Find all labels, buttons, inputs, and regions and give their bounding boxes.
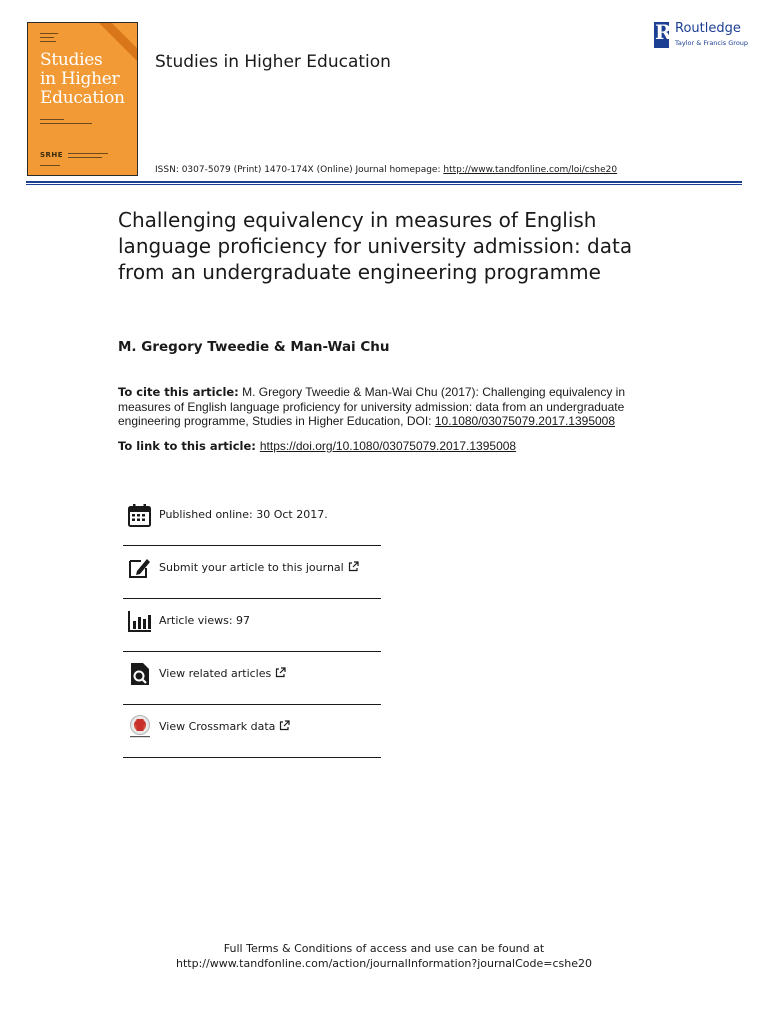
link-label: To link to this article: [118,439,256,453]
doi-link[interactable]: 10.1080/03075079.2017.1395008 [434,414,616,428]
article-views-label: Article views: 97 [159,614,251,627]
article-views-row [123,599,381,652]
calendar-icon [127,502,153,528]
cover-decoration [40,33,58,34]
external-link-icon [275,667,286,678]
cite-label: To cite this article: [118,385,239,399]
cover-title-line: Education [40,88,125,108]
publisher-name: Routledge [675,21,741,36]
submit-article-row[interactable] [123,546,381,599]
journal-cover-image [27,22,138,176]
crossmark-row[interactable] [123,705,381,758]
crossmark-link[interactable] [159,720,290,733]
edit-icon [127,555,153,581]
cover-title-line: Studies [40,50,103,70]
terms-footer [0,941,768,971]
article-actions-list [123,493,381,758]
published-online-label: Published online: 30 Oct 2017. [159,508,328,521]
crossmark-icon [127,714,153,740]
cover-decoration [40,41,56,42]
external-link-icon [279,720,290,731]
external-link-icon [348,561,359,572]
routledge-logo-icon: R [654,22,669,48]
journal-homepage-link[interactable]: http://www.tandfonline.com/loi/cshe20 [443,165,618,175]
cover-title [40,51,136,108]
issn-text: ISSN: 0307-5079 (Print) 1470-174X (Online) Journal homepage: [155,165,444,175]
terms-url[interactable]: http://www.tandfonline.com/action/journalInformation?journalCode=cshe20 [176,957,592,970]
cover-title-line: in Higher [40,69,120,89]
published-online-row [123,493,381,546]
related-articles-row[interactable] [123,652,381,705]
related-articles-label: View related articles [159,667,272,680]
article-link-line [118,439,516,453]
header-divider [26,184,742,185]
cover-society-logo: SRHE [40,151,64,159]
publisher-logo[interactable] [654,20,754,50]
terms-line: Full Terms & Conditions of access and use can be found at [223,942,545,955]
issn-line [155,165,617,175]
search-document-icon [127,661,153,687]
crossmark-label: View Crossmark data [159,720,276,733]
article-authors: M. Gregory Tweedie & Man-Wai Chu [118,339,390,355]
cover-decoration [40,119,64,120]
article-title: Challenging equivalency in measures of English language proficiency for university admission: data from an undergraduate engineering programme [118,208,633,284]
journal-name: Studies in Higher Education [155,52,391,72]
citation-block [118,385,648,429]
cite-text: M. Gregory Tweedie & Man-Wai Chu (2017): Challenging equivalency in measures of English language proficiency for university admission: data from an undergraduate engineering programme, Studies in Higher Education, DOI: [118,385,625,428]
cover-decoration [40,37,54,38]
related-articles-link[interactable] [159,667,286,680]
submit-article-label: Submit your article to this journal [159,561,344,574]
cover-decoration [68,157,102,158]
bar-chart-icon [127,608,153,634]
cover-decoration [40,123,92,124]
article-url-link[interactable]: https://doi.org/10.1080/03075079.2017.1395008 [259,439,517,453]
publisher-subtitle: Taylor & Francis Group [675,39,749,47]
submit-article-link[interactable] [159,561,359,574]
header-divider [26,181,742,183]
cover-decoration [68,153,108,154]
cover-decoration [40,165,60,166]
